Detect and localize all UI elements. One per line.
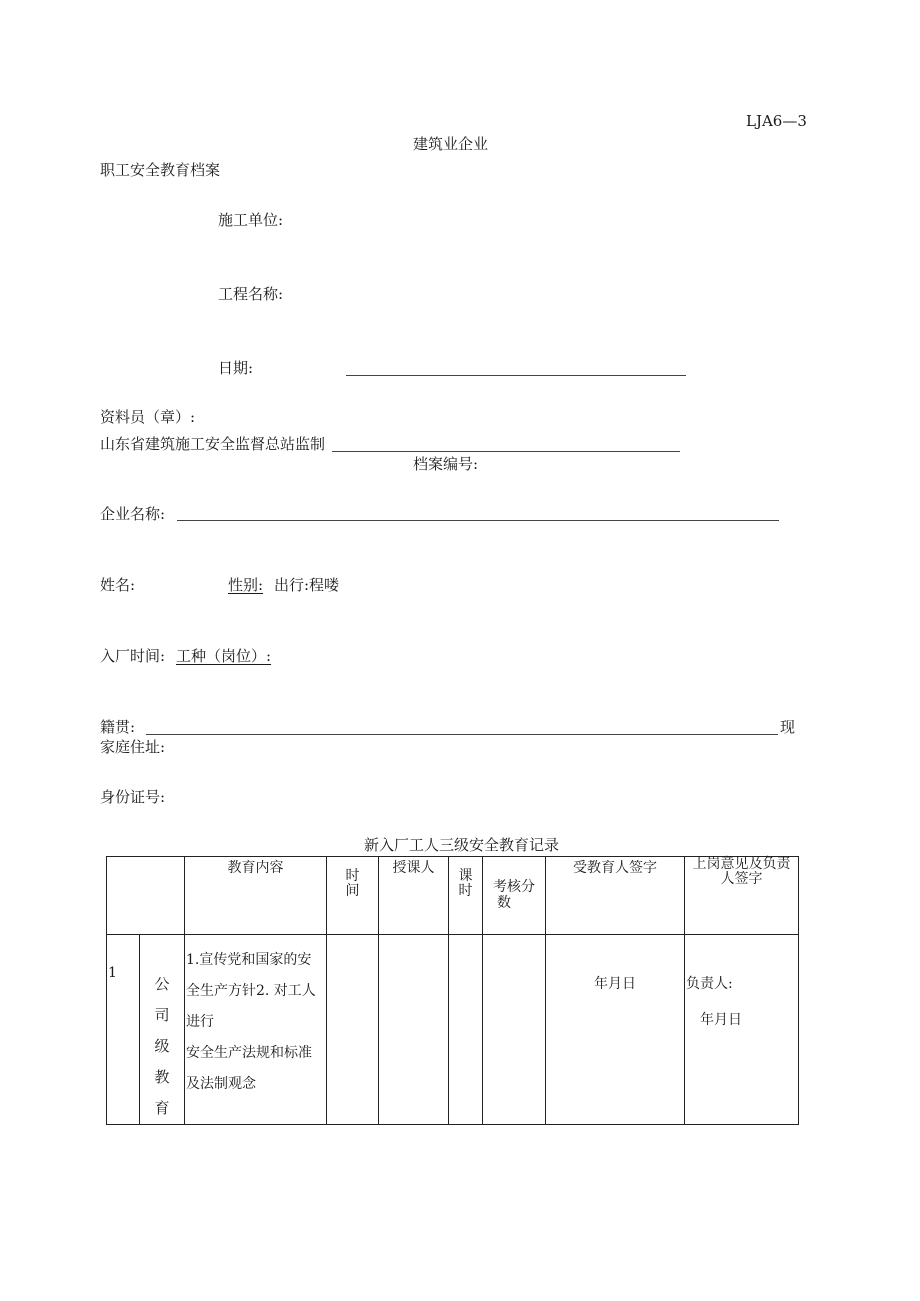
header-score [483,857,546,935]
level-char: 司 [154,1006,170,1024]
supervisor-underline [332,451,680,452]
header-hours [449,857,483,935]
responsible-label: 负责人: [686,976,733,992]
header-opinion-line2: 人签字 [720,871,763,887]
header-blank-cell [107,857,185,935]
signature-cell[interactable] [546,935,685,1125]
header-teacher [379,857,449,935]
header-score-line2: 数 [497,895,511,911]
enterprise-name-underline [177,520,779,521]
clerk-label: 资料员（章）: [100,408,196,426]
header-time-line1: 时 [345,868,360,884]
header-time [327,857,379,935]
content-line: 进行 [186,1014,214,1030]
header-signature-text: 受教育人签字 [573,860,657,876]
header-content [185,857,327,935]
header-opinion [685,857,799,935]
gender-label: 性别: [228,576,264,594]
level-char: 育 [154,1099,170,1117]
responsible-date: 年月日 [700,1012,742,1028]
header-hours-line2: 时 [458,883,473,899]
header-hours-line1: 课 [458,868,473,884]
archive-number-label: 档案编号: [413,455,479,473]
content-line: 全生产方针2. 对工人 [186,983,316,999]
supervisor-text: 山东省建筑施工安全监督总站监制 [100,435,326,453]
native-place-label: 籍贯: [100,718,136,736]
gender-value: 出行:程喽 [274,576,340,594]
row-number: 1 [108,965,117,981]
opinion-cell[interactable] [685,935,799,1125]
table-row [107,935,799,1125]
job-label: 工种（岗位）: [176,647,272,665]
signature-date: 年月日 [594,976,636,992]
current-label: 现 [780,718,796,736]
score-cell[interactable] [483,935,546,1125]
enterprise-name-label: 企业名称: [100,505,166,523]
time-cell[interactable] [327,935,379,1125]
header-signature [546,857,685,935]
name-label: 姓名: [100,576,136,594]
document-subtitle: 职工安全教育档案 [100,161,221,179]
header-opinion-line1: 上岗意见及负责 [692,856,791,872]
content-line: 安全生产法规和标准 [186,1045,312,1061]
header-score-line1: 考核分 [493,879,535,895]
content-line: 1.宣传党和国家的安 [186,952,312,968]
table-caption: 新入厂工人三级安全教育记录 [364,836,560,854]
level-char: 公 [154,975,170,993]
date-underline [346,375,686,376]
table-header-row [107,857,799,935]
header-content-text: 教育内容 [227,860,284,876]
hours-cell[interactable] [449,935,483,1125]
native-place-underline [146,734,778,735]
content-line: 及法制观念 [186,1076,256,1092]
project-name-label: 工程名称: [218,285,284,303]
education-record-table [106,856,799,1125]
level-char: 教 [154,1068,170,1086]
teacher-cell[interactable] [379,935,449,1125]
level-cell [140,935,185,1125]
date-label: 日期: [218,359,254,377]
header-teacher-text: 授课人 [392,860,435,876]
entry-time-label: 入厂时间: [100,647,166,665]
id-number-label: 身份证号: [100,788,166,806]
header-time-line2: 间 [345,883,360,899]
level-char: 级 [154,1037,170,1055]
construction-unit-label: 施工单位: [218,211,284,229]
document-code: LJA6—3 [746,112,807,130]
document-title: 建筑业企业 [413,135,489,153]
row-number-cell [107,935,140,1125]
home-address-label: 家庭住址: [100,738,166,756]
content-cell [185,935,327,1125]
